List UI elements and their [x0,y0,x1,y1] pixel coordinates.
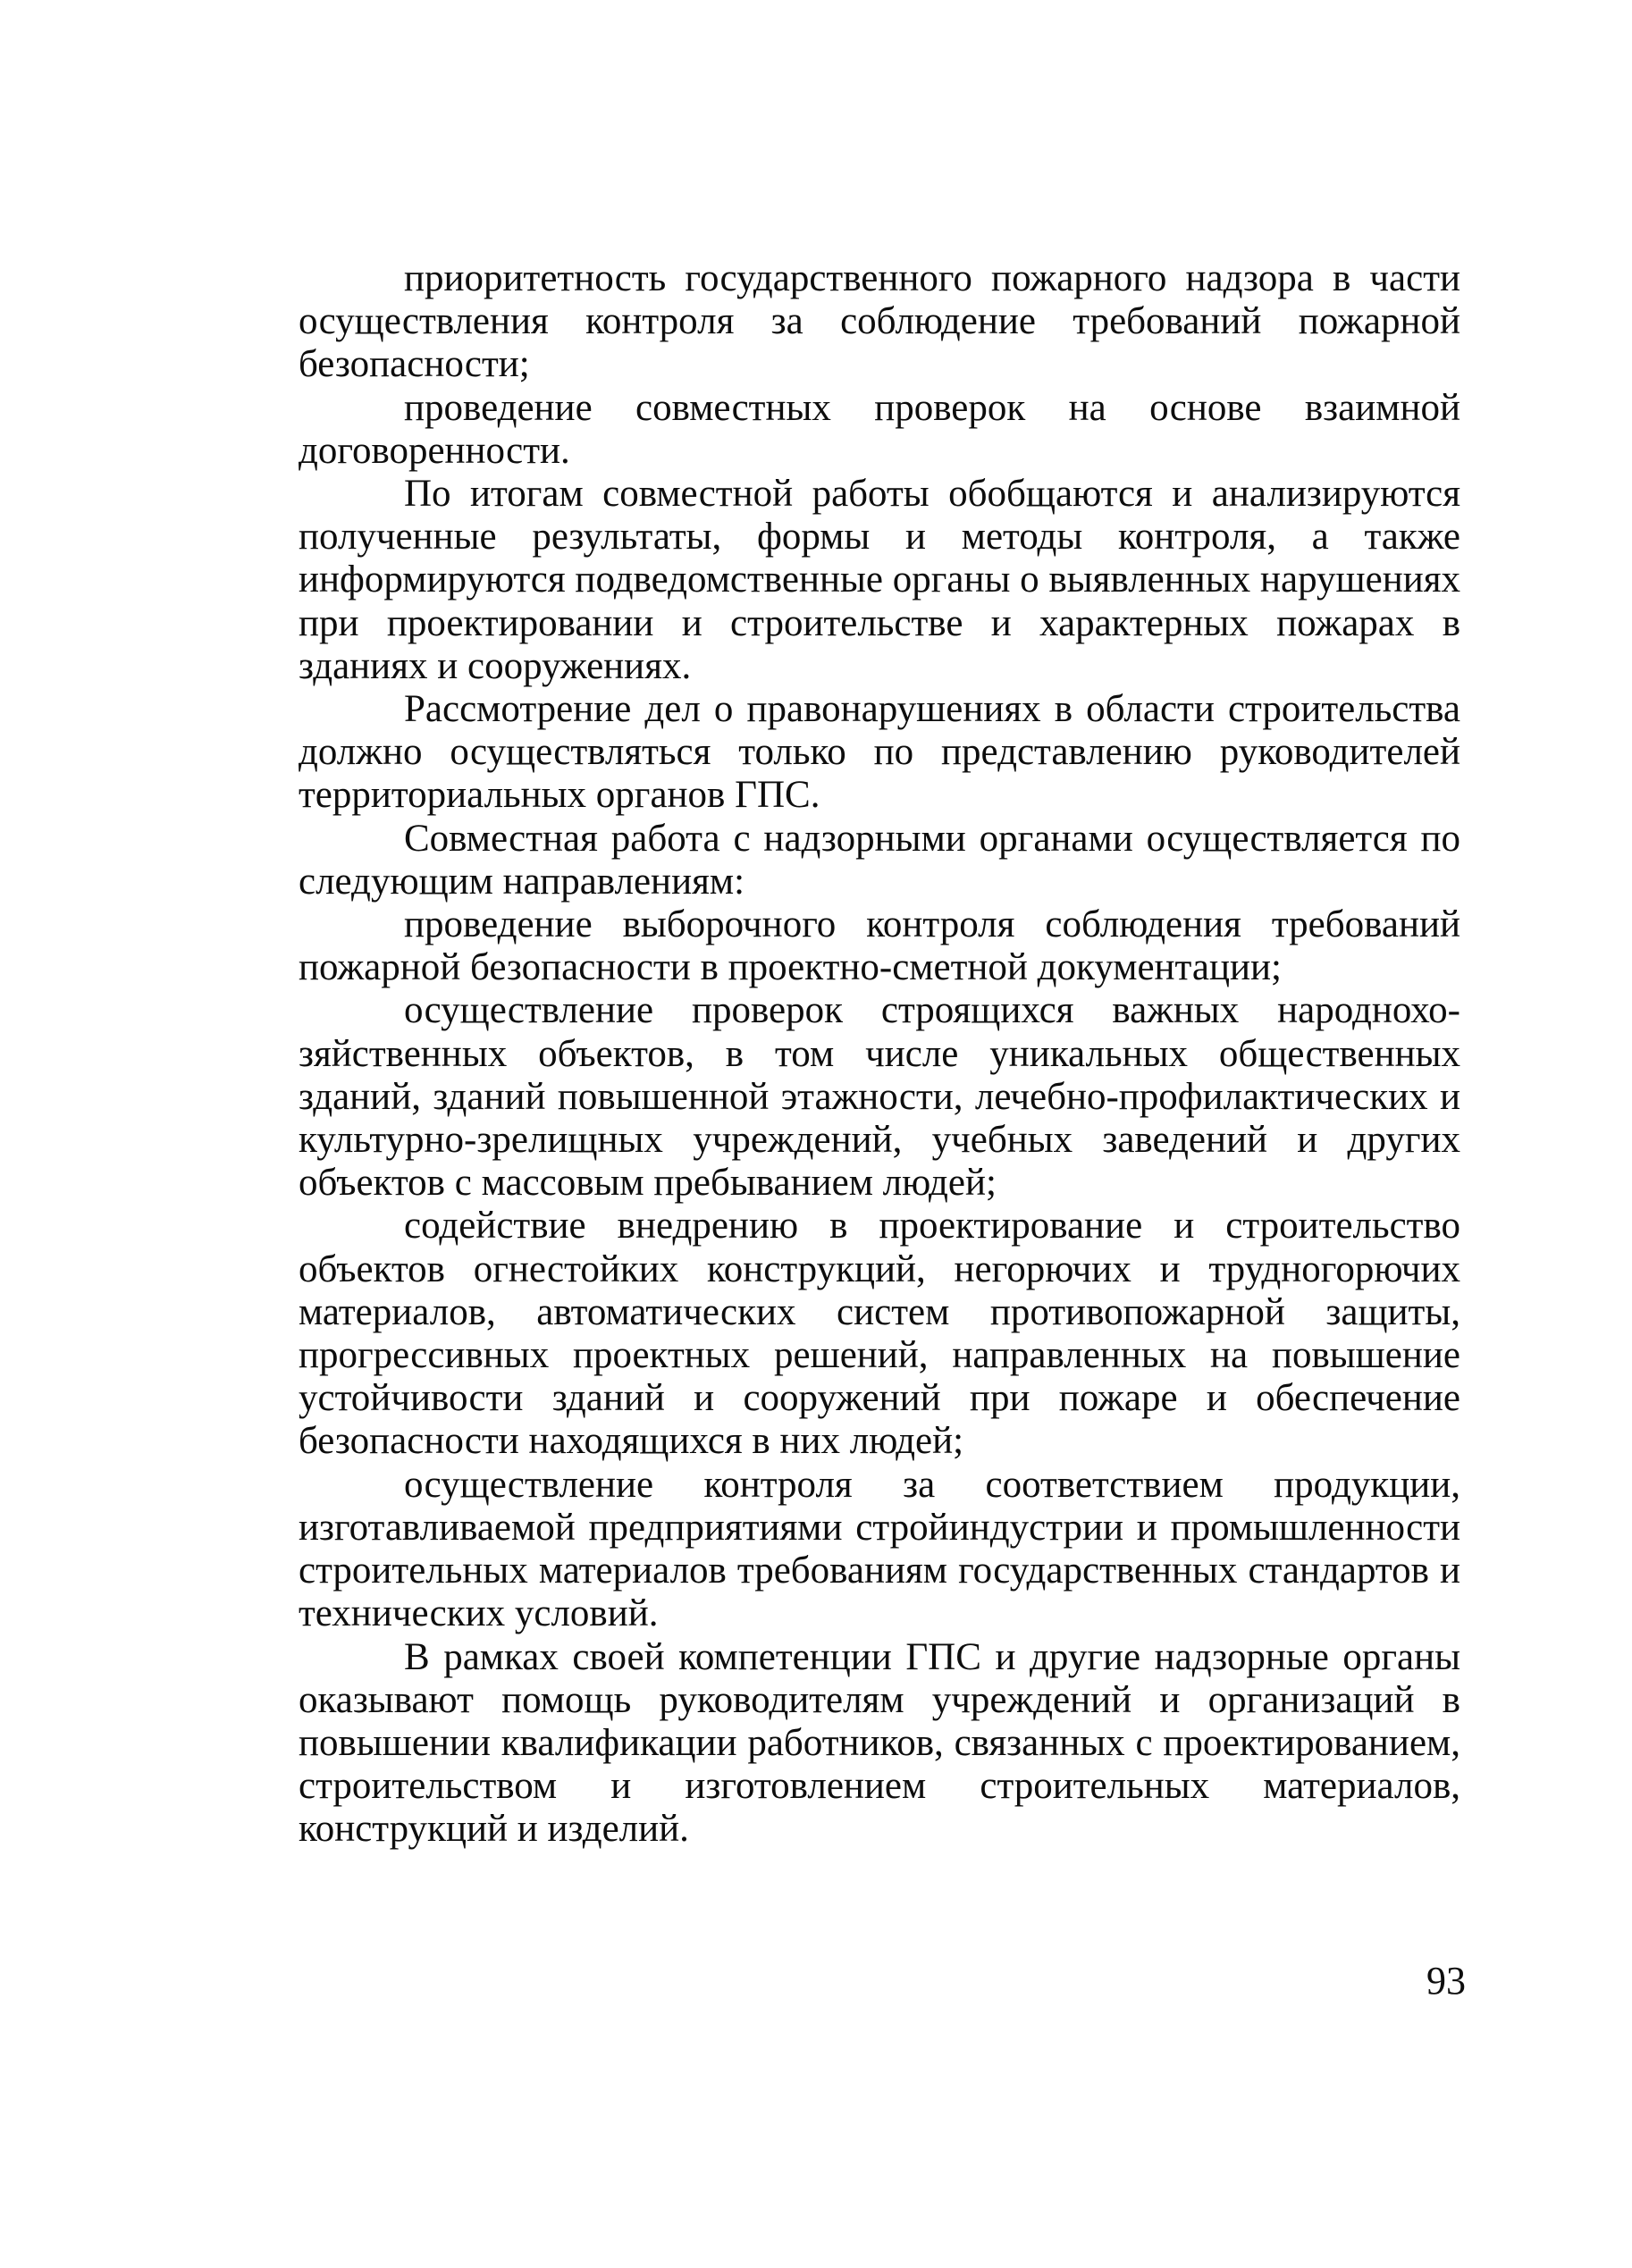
paragraph-offense-cases: Рассмотрение дел о правонарушениях в области строительства должно осуществляться только по представлению руководителей территориальных органов ГПС. [299,688,1460,817]
paragraph-competence-assistance: В рамках своей компетенции ГПС и другие надзорные органы оказывают помощь руководителям учреждений и организаций в повышении квалификации работников, связанных с проектированием, строительством и изготовлением строительных материалов, конструкций и изделий. [299,1635,1460,1851]
paragraph-fireproof-promotion: содействие внедрению в проектирование и строительство объектов огнестойких конструкций, негорючих и трудногорючих материалов, автоматических систем противопожарной защиты, прогрессивных проектных решений, направленных на повышение устойчивости зданий и сооружений при пожаре и обеспечение безопасности находящихся в них людей; [299,1205,1460,1463]
paragraph-joint-work-directions: Совместная работа с надзорными органами осуществляется по следующим направлениям: [299,817,1460,903]
paragraph-selective-control: проведение выборочного контроля соблюдения требований пожарной безопасности в проектно-сметной документации; [299,903,1460,989]
body-text [299,257,1460,1852]
paragraph-product-control: осуществление контроля за соответствием продукции, изготавливаемой предприятиями стройиндустрии и промышленности строительных материалов требованиям государственных стандартов и технических условий. [299,1463,1460,1635]
paragraph-results-summary: По итогам совместной работы обобщаются и анализируются полученные результаты, формы и методы контроля, а также информируются подведомственные органы о выявленных нарушениях при проектировании и строительстве и характерных пожарах в зданиях и сооружениях. [299,473,1460,687]
paragraph-priority-gpn: приоритетность государственного пожарного надзора в части осуществления контроля за соблюдение требований пожарной безопасности; [299,257,1460,386]
paragraph-construction-checks: осуществление проверок строящихся важных народнохозяйственных объектов, в том числе уникальных общественных зданий, зданий повышенной этажности, лечебно-профилактических и культурно-зрелищных учреждений, учебных заведений и других объектов с массовым пребыванием людей; [299,989,1460,1205]
paragraph-joint-checks: проведение совместных проверок на основе взаимной договоренности. [299,386,1460,472]
page-number: 93 [1426,1959,1466,2003]
